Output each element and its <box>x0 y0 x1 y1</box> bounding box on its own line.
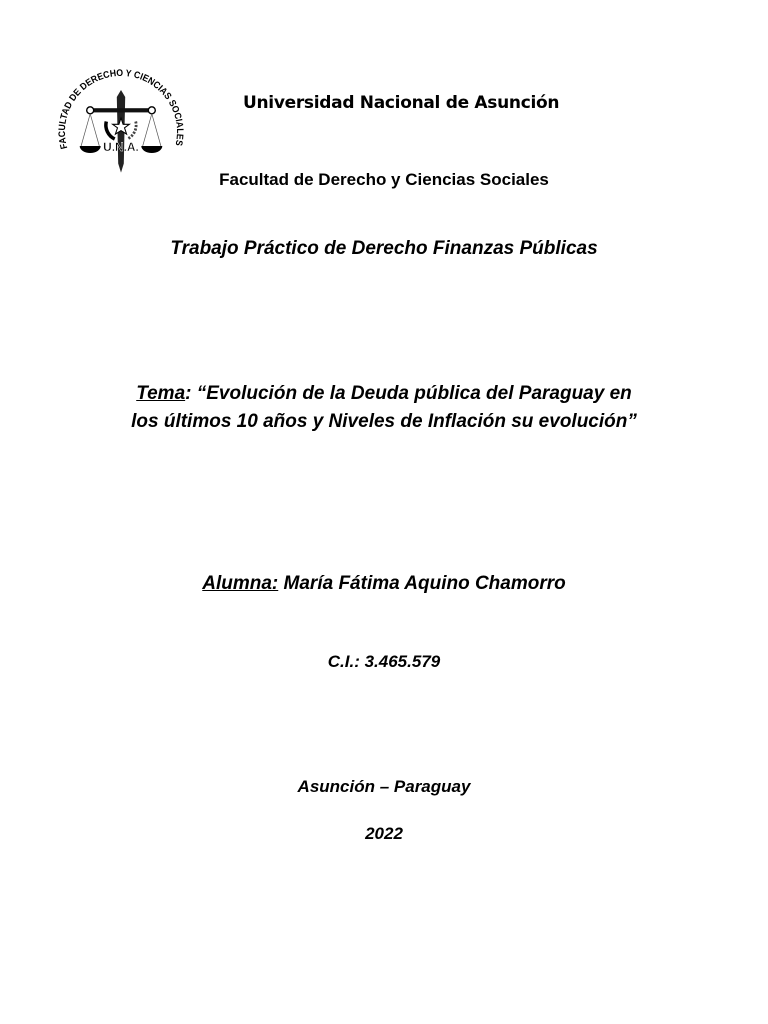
alumna-line <box>0 573 768 595</box>
tema-label: Tema <box>136 383 186 404</box>
alumna-label: Alumna: <box>202 573 279 594</box>
alumna-name: María Fátima Aquino Chamorro <box>278 573 566 594</box>
ci-number: C.I.: 3.465.579 <box>327 652 441 671</box>
tema-line-2: los últimos 10 años y Niveles de Inflación su evolución” <box>131 411 637 432</box>
university-name: Universidad Nacional de Asunción <box>243 93 560 113</box>
year: 2022 <box>365 824 403 843</box>
document-title: Trabajo Práctico de Derecho Finanzas Públicas <box>170 238 598 259</box>
svg-text:U.N.A.: U.N.A. <box>103 139 139 154</box>
logo-emblem <box>80 90 163 173</box>
tema-line-1 <box>0 383 768 405</box>
place: Asunción – Paraguay <box>297 777 471 796</box>
faculty-name: Facultad de Derecho y Ciencias Sociales <box>219 170 549 189</box>
tema-text-1: : “Evolución de la Deuda pública del Paraguay en <box>185 383 632 404</box>
logo-ring-text: FACULTAD DE DERECHO Y CIENCIAS SOCIALES <box>56 67 186 151</box>
